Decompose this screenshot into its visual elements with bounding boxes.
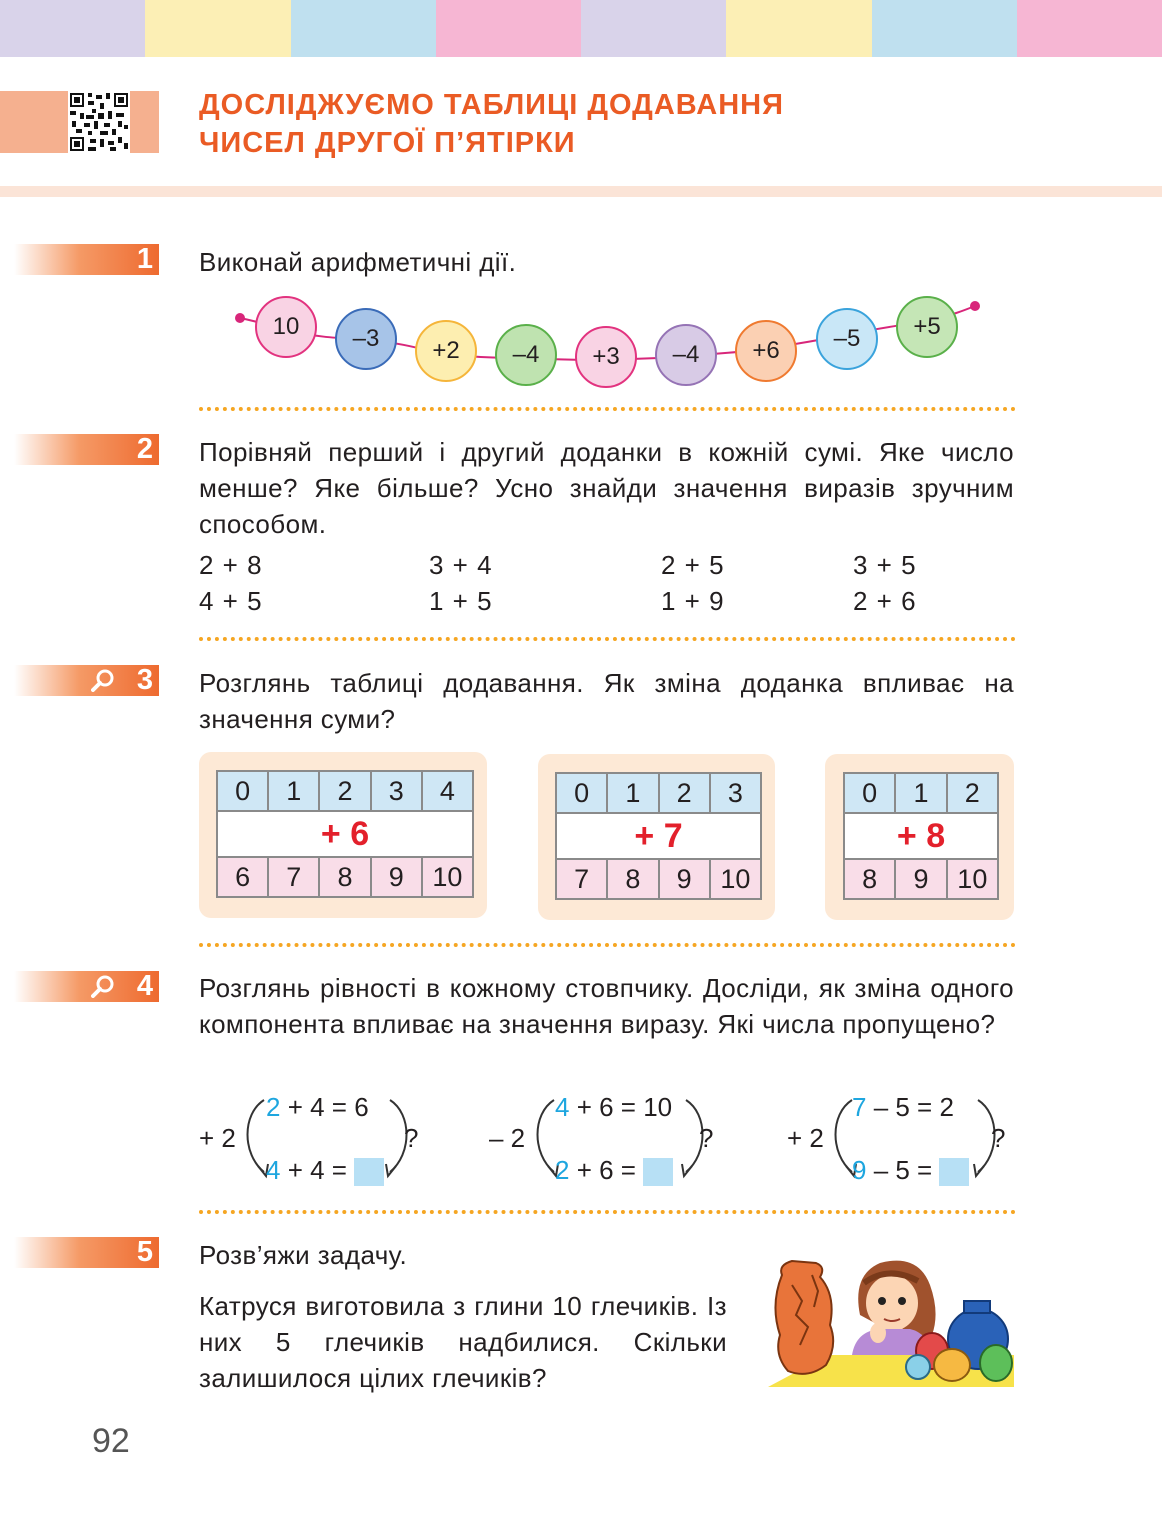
chain-label: –4 bbox=[672, 341, 700, 368]
table-cell: 4 bbox=[423, 772, 472, 812]
equation-rest: + 4 = 6 bbox=[280, 1092, 369, 1122]
stripe-segment bbox=[581, 0, 726, 57]
equation-rest: – 5 = 2 bbox=[866, 1092, 954, 1122]
table-cell: 10 bbox=[711, 858, 760, 898]
task-number: 2 bbox=[136, 433, 153, 465]
task3-text: Розглянь таблиці додавання. Як зміна доданка впливає на значення суми? bbox=[199, 668, 1014, 734]
table-cell: 1 bbox=[608, 774, 659, 814]
equation-bottom bbox=[555, 1154, 673, 1186]
table-row-sums bbox=[845, 858, 997, 898]
answer-box[interactable] bbox=[643, 1158, 673, 1186]
sum-expression: 2 + 6 bbox=[853, 586, 917, 616]
sum-expression: 2 + 5 bbox=[661, 550, 725, 580]
table-cell: 1 bbox=[896, 774, 947, 814]
task-number-bar-3 bbox=[14, 665, 159, 696]
equation-top bbox=[555, 1091, 672, 1123]
table-operation: + 6 bbox=[320, 814, 370, 853]
chain-label: 10 bbox=[272, 313, 300, 340]
chain-label: +3 bbox=[592, 343, 620, 370]
addition-table bbox=[843, 772, 999, 900]
table-row-addends bbox=[218, 772, 472, 812]
table-cell: 10 bbox=[423, 856, 472, 896]
task-number-bar-4 bbox=[14, 971, 159, 1002]
addend: 2 bbox=[266, 1092, 281, 1122]
change-label: – 2 bbox=[489, 1123, 526, 1153]
table-operation: + 7 bbox=[634, 816, 683, 855]
stripe-segment bbox=[291, 0, 436, 57]
chain-circle bbox=[655, 324, 717, 386]
table-row-sums bbox=[218, 856, 472, 896]
addition-table bbox=[216, 770, 474, 898]
equation-rest: + 4 = bbox=[280, 1155, 355, 1185]
equation-top bbox=[852, 1091, 954, 1123]
chain-circle bbox=[495, 324, 557, 386]
qr-code-icon[interactable] bbox=[68, 91, 130, 153]
table-row-addends bbox=[845, 774, 997, 814]
equation-rest: + 6 = bbox=[569, 1155, 644, 1185]
table-cell: 3 bbox=[372, 772, 423, 812]
answer-box[interactable] bbox=[354, 1158, 384, 1186]
sum-expression: 4 + 5 bbox=[199, 586, 263, 616]
title-line-1: ДОСЛІДЖУЄМО ТАБЛИЦІ ДОДАВАННЯ bbox=[199, 89, 784, 121]
chain-circle bbox=[335, 308, 397, 370]
table-row-addends bbox=[557, 774, 760, 814]
sum-expression: 3 + 4 bbox=[429, 550, 493, 580]
chain-label: +5 bbox=[913, 313, 941, 340]
header-divider bbox=[0, 186, 1162, 197]
table-cell: 2 bbox=[948, 774, 997, 814]
table-cell: 8 bbox=[845, 858, 896, 898]
table-cell: 3 bbox=[711, 774, 760, 814]
chain-circle bbox=[816, 308, 878, 370]
chain-label: –3 bbox=[352, 325, 380, 352]
table-row-sums bbox=[557, 858, 760, 898]
task-number-bar-2 bbox=[14, 434, 159, 465]
addend: 2 bbox=[555, 1155, 570, 1185]
task5-text: Розв’яжи задачу. bbox=[199, 1240, 408, 1270]
magnifier-icon bbox=[91, 974, 115, 998]
sum-expression: 1 + 9 bbox=[661, 586, 725, 616]
addend: 4 bbox=[266, 1155, 281, 1185]
task-number: 1 bbox=[136, 243, 153, 275]
change-label: + 2 bbox=[199, 1123, 236, 1153]
page-title bbox=[199, 86, 784, 162]
addend: 9 bbox=[852, 1155, 867, 1185]
page-number: 92 bbox=[92, 1422, 130, 1460]
table-cell: 0 bbox=[557, 774, 608, 814]
addend: 4 bbox=[555, 1092, 570, 1122]
table-cell: 9 bbox=[372, 856, 423, 896]
section-divider bbox=[199, 637, 1016, 641]
table-cell: 9 bbox=[896, 858, 947, 898]
chain-circle bbox=[735, 320, 797, 382]
equation-bottom bbox=[852, 1154, 969, 1186]
task1-text: Виконай арифметичні дії. bbox=[199, 247, 517, 277]
equation-rest: – 5 = bbox=[866, 1155, 940, 1185]
stripe-segment bbox=[145, 0, 290, 57]
table-cell: 2 bbox=[660, 774, 711, 814]
question-mark: ? bbox=[991, 1123, 1006, 1153]
stripe-segment bbox=[0, 0, 145, 57]
top-color-stripe bbox=[0, 0, 1162, 57]
table-cell: 8 bbox=[320, 856, 371, 896]
equation-top bbox=[266, 1091, 369, 1123]
stripe-segment bbox=[1017, 0, 1162, 57]
sum-expression: 3 + 5 bbox=[853, 550, 917, 580]
chain-label: –4 bbox=[512, 341, 540, 368]
task-number: 4 bbox=[136, 970, 153, 1002]
table-cell: 8 bbox=[608, 858, 659, 898]
chain-circle bbox=[415, 320, 477, 382]
title-line-2: ЧИСЕЛ ДРУГОЇ П’ЯТІРКИ bbox=[199, 127, 576, 159]
chain-label: –5 bbox=[833, 325, 861, 352]
task4-text: Розглянь рівності в кожному стовпчику. Досліди, як зміна одного компонента впливає на значення виразу. Які числа пропущено? bbox=[199, 973, 1014, 1039]
stripe-segment bbox=[726, 0, 871, 57]
chain-circle bbox=[575, 326, 637, 388]
table-operation: + 8 bbox=[896, 816, 946, 855]
table-cell: 0 bbox=[845, 774, 896, 814]
magnifier-icon bbox=[91, 668, 115, 692]
answer-box[interactable] bbox=[939, 1158, 969, 1186]
equation-bottom bbox=[266, 1154, 384, 1186]
task-number-bar-5 bbox=[14, 1237, 159, 1268]
sum-expression: 2 + 8 bbox=[199, 550, 263, 580]
task2-text: Порівняй перший і другий доданки в кожній сумі. Яке число менше? Яке більше? Усно знайди значення виразів зручним способом. bbox=[199, 437, 1014, 539]
table-cell: 7 bbox=[557, 858, 608, 898]
stripe-segment bbox=[436, 0, 581, 57]
task-number: 3 bbox=[136, 664, 153, 696]
stripe-segment bbox=[872, 0, 1017, 57]
section-divider bbox=[199, 1210, 1016, 1214]
sum-expression: 1 + 5 bbox=[429, 586, 493, 616]
equation-rest: + 6 = 10 bbox=[569, 1092, 673, 1122]
table-cell: 0 bbox=[218, 772, 269, 812]
table-cell: 9 bbox=[660, 858, 711, 898]
table-cell: 2 bbox=[320, 772, 371, 812]
table-cell: 7 bbox=[269, 856, 320, 896]
change-label: + 2 bbox=[787, 1123, 824, 1153]
chain-label: +6 bbox=[752, 337, 780, 364]
table-cell: 6 bbox=[218, 856, 269, 896]
girl-with-jugs-illustration bbox=[768, 1255, 1014, 1391]
chain-circle bbox=[896, 296, 958, 358]
section-divider bbox=[199, 943, 1016, 947]
addition-table bbox=[555, 772, 762, 900]
section-divider bbox=[199, 407, 1016, 411]
table-cell: 10 bbox=[948, 858, 997, 898]
question-mark: ? bbox=[404, 1123, 419, 1153]
task-number: 5 bbox=[136, 1236, 153, 1268]
table-cell: 1 bbox=[269, 772, 320, 812]
task5-problem: Катруся виготовила з глини 10 глечиків. Із них 5 глечиків надбилися. Скільки залишилося цілих глечиків? bbox=[199, 1291, 727, 1393]
addend: 7 bbox=[852, 1092, 867, 1122]
chain-label: +2 bbox=[432, 337, 460, 364]
task-number-bar-1 bbox=[14, 244, 159, 275]
chain-circle bbox=[255, 296, 317, 358]
question-mark: ? bbox=[699, 1123, 714, 1153]
